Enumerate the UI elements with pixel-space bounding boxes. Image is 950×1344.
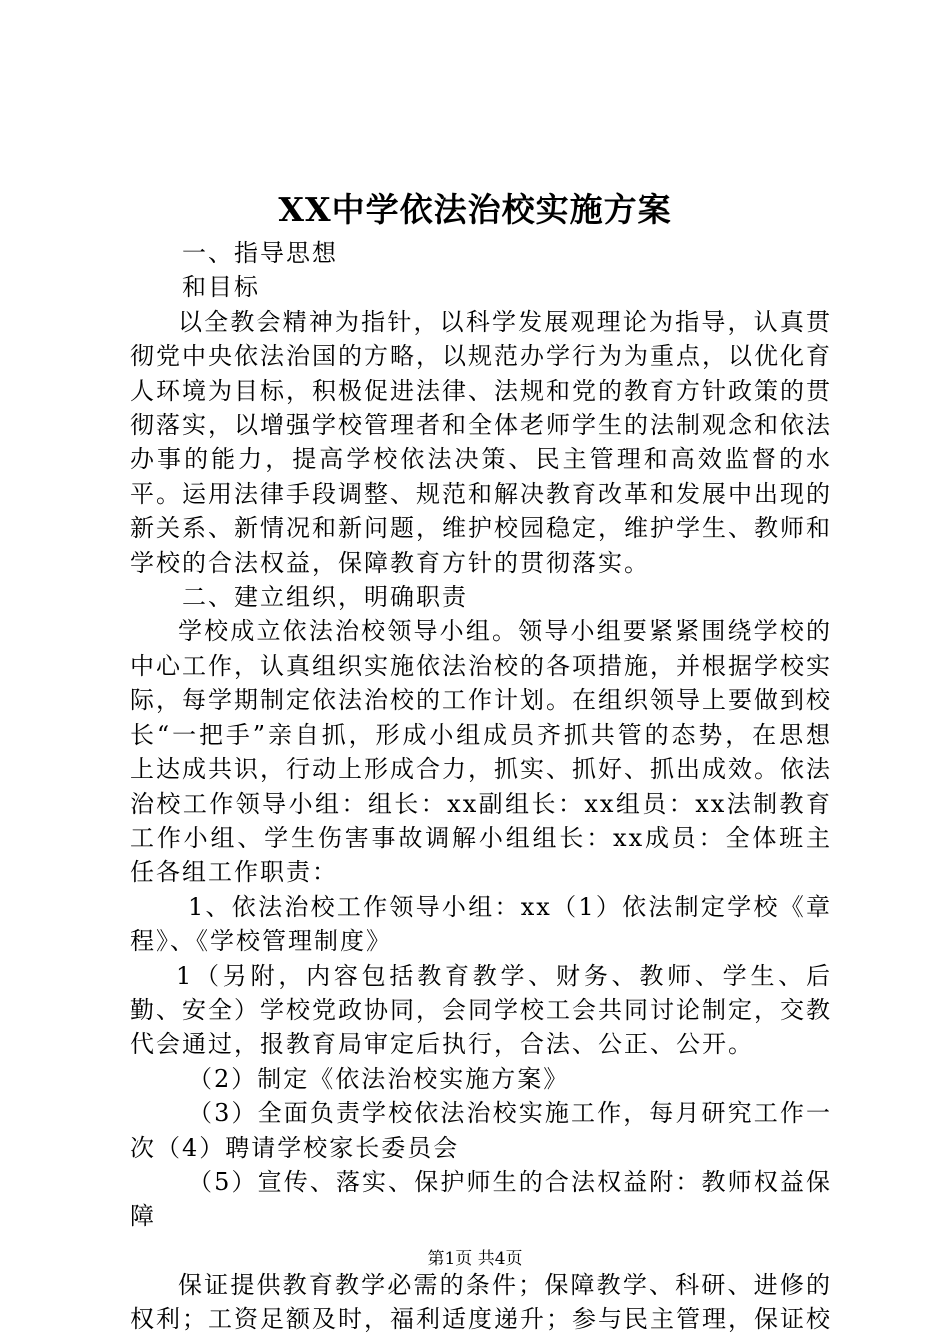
section-heading-organization: 二、建立组织，明确职责 xyxy=(182,583,468,612)
document-body xyxy=(130,236,832,1337)
list-item-leadership-group: 1、依法治校工作领导小组：xx（1）依法制定学校《章程》、《学校管理制度》 xyxy=(130,892,832,956)
list-item-5: （5）宣传、落实、保护师生的合法权益附：教师权益保障 xyxy=(130,1167,832,1231)
paragraph-regulations-note: 1（另附，内容包括教育教学、财务、教师、学生、后勤、安全）学校党政协同，会同学校工会共同讨论制定，交教代会通过，报教育局审定后执行，合法、公正、公开。 xyxy=(130,961,832,1059)
paragraph-guiding-ideology: 以全教会精神为指针，以科学发展观理论为指导，认真贯彻党中央依法治国的方略，以规范办学行为为重点，以优化育人环境为目标，积极促进法律、法规和党的教育方针政策的贯彻落实，以增强学校管理者和全体老师学生的法制观念和依法办事的能力，提高学校依法决策、民主管理和高效监督的水平。运用法律手段调整、规范和解决教育改革和发展中出现的新关系、新情况和新问题，维护校园稳定，维护学生、教师和学校的合法权益，保障教育方针的贯彻落实。 xyxy=(130,307,832,577)
paragraph-organization: 学校成立依法治校领导小组。领导小组要紧紧围绕学校的中心工作，认真组织实施依法治校的各项措施，并根据学校实际，每学期制定依法治校的工作计划。在组织领导上要做到校长“一把手”亲自抓，形成小组成员齐抓共管的态势，在思想上达成共识，行动上形成合力，抓实、抓好、抓出成效。依法治校工作领导小组：组长：xx副组长：xx组员：xx法制教育工作小组、学生伤害事故调解小组组长：xx成员：全体班主任各组工作职责： xyxy=(130,617,832,887)
paragraph-teacher-rights: 保证提供教育教学必需的条件；保障教学、科研、进修的权利；工资足额及时，福利适度递升；参与民主管理，保证校 xyxy=(130,1270,832,1334)
list-item-3-4: （3）全面负责学校依法治校实施工作，每月研究工作一次（4）聘请学校家长委员会 xyxy=(130,1099,832,1162)
page-footer: 第1页 共4页 xyxy=(427,1249,523,1269)
section-heading-guiding-ideology: 一、指导思想 xyxy=(182,239,338,267)
document-title: XX中学依法治校实施方案 xyxy=(278,190,672,229)
section-heading-continuation: 和目标 xyxy=(182,273,260,302)
list-item-2: （2）制定《依法治校实施方案》 xyxy=(188,1064,570,1093)
